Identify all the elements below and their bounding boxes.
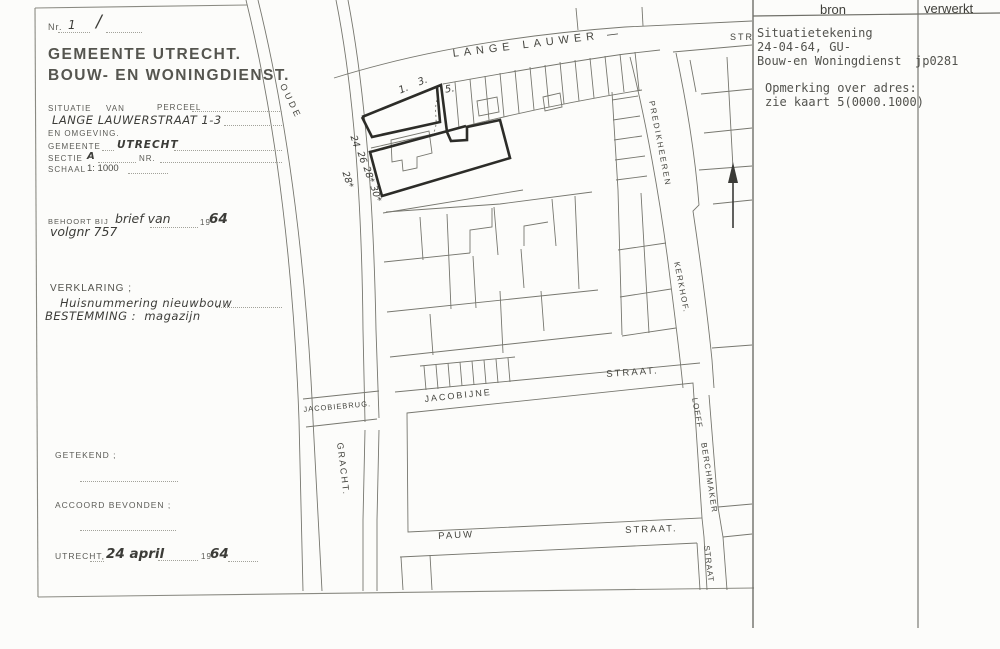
street-label-lange-lauwer: LANGE LAUWER — (452, 27, 624, 60)
street-label-loeff: LOEFF (690, 397, 705, 429)
street-label-berchmaker: BERCHMAKER (699, 442, 720, 514)
house-number-24: 24 (347, 134, 362, 149)
dotted-line (224, 124, 282, 126)
nr-slash: / (96, 12, 102, 32)
note-line2: zie kaart 5(0000.1000) (765, 95, 924, 109)
street-label-pauw: PAUW (438, 529, 475, 542)
bron-entry-line1: Situatietekening (757, 26, 873, 40)
dotted-line (158, 559, 198, 561)
street-label-jacobijne: JACOBIJNE (424, 386, 493, 404)
house-number-26: 26 (354, 150, 369, 165)
volgnr-value: volgnr 757 (50, 224, 118, 239)
note-line1: Opmerking over adres: (765, 81, 917, 95)
street-label-jacobijne-straat: STRAAT. (606, 365, 659, 380)
gemeente-label: GEMEENTE (48, 142, 101, 151)
dotted-line (58, 31, 90, 33)
schaal-label: SCHAAL (48, 165, 87, 174)
dotted-line (102, 149, 114, 151)
street-label-jacobiebrug: JACOBIEBRUG. (303, 399, 372, 414)
dotted-line (174, 149, 282, 151)
behoort-value: brief van (115, 211, 171, 226)
dotted-line (106, 31, 142, 33)
bestemming-line (45, 309, 201, 323)
dotted-line (80, 480, 178, 482)
street-and-parcel-lines (246, 0, 752, 591)
house-number-3: 3. (416, 74, 430, 89)
house-number-30: 30* (367, 184, 384, 204)
form-title-line2: BOUW- EN WONINGDIENST. (48, 67, 290, 84)
getekend-label: GETEKEND ; (55, 450, 117, 460)
street-label-str: STR (730, 32, 754, 42)
van-label: VAN (106, 104, 125, 113)
street-label-oude: OUDE (278, 82, 304, 121)
dotted-line (228, 560, 258, 562)
omgeving-label: EN OMGEVING. (48, 129, 120, 138)
sectie-label: SECTIE (48, 154, 83, 163)
house-number-1: 1. (397, 82, 411, 97)
bestemming-label: BESTEMMING : (45, 309, 137, 323)
nr-value: 1 (68, 18, 76, 32)
verklaring-value: Huisnummering nieuwbouw (60, 296, 233, 310)
dotted-line (90, 560, 104, 562)
dotted-line (160, 161, 282, 163)
form-title-line1: GEMEENTE UTRECHT. (48, 46, 242, 63)
situatie-label: SITUATIE (48, 104, 92, 113)
street-label-predikheeren: PREDIKHEEREN (647, 100, 673, 188)
dotted-line (128, 172, 168, 174)
datum-year-prefix: 19 (201, 552, 212, 561)
north-arrow-icon (728, 162, 738, 228)
gemeente-value: UTRECHT (117, 139, 179, 151)
street-label-gracht: GRACHT. (335, 442, 352, 497)
bestemming-value: magazijn (144, 309, 201, 323)
dotted-line (216, 306, 282, 308)
bron-entry-line2: 24-04-64, GU- (757, 40, 851, 54)
street-label-pauw-straat: STRAAT. (625, 523, 678, 536)
sectie-value: A (87, 151, 95, 162)
bron-entry-line3: Bouw-en Woningdienst (757, 54, 902, 68)
year-prefix: 19 (200, 218, 211, 227)
nr-label: Nr. (48, 22, 63, 32)
house-number-5: 5. (444, 83, 456, 96)
accoord-label: ACCOORD BEVONDEN ; (55, 500, 172, 510)
dotted-line (192, 110, 282, 112)
column-header-verwerkt: verwerkt (924, 1, 974, 16)
dotted-line (150, 226, 198, 228)
street-label-loeff-straat: STRAAT (702, 545, 716, 583)
perceel-value: LANGE LAUWERSTRAAT 1-3 (52, 113, 222, 127)
column-header-bron: bron (820, 2, 847, 17)
subject-parcel-outline (362, 82, 510, 196)
dotted-line (80, 529, 176, 531)
datum-value: 24 april (106, 546, 165, 562)
street-label-kerkhof: KERKHOF. (672, 261, 691, 314)
perceel-label: PERCEEL (157, 103, 202, 112)
house-number-28: 28* (360, 165, 377, 185)
schaal-value: 1: 1000 (87, 163, 119, 174)
verwerkt-value: jp0281 (915, 54, 959, 68)
behoort-label: BEHOORT BIJ (48, 217, 109, 226)
nr2-label: NR. (139, 154, 156, 163)
datum-year: 64 (210, 546, 229, 562)
verklaring-label: VERKLARING ; (50, 283, 133, 294)
year-value: 64 (209, 211, 228, 227)
plaats-label: UTRECHT, (55, 551, 106, 561)
house-number-28b: 28* (339, 170, 356, 190)
